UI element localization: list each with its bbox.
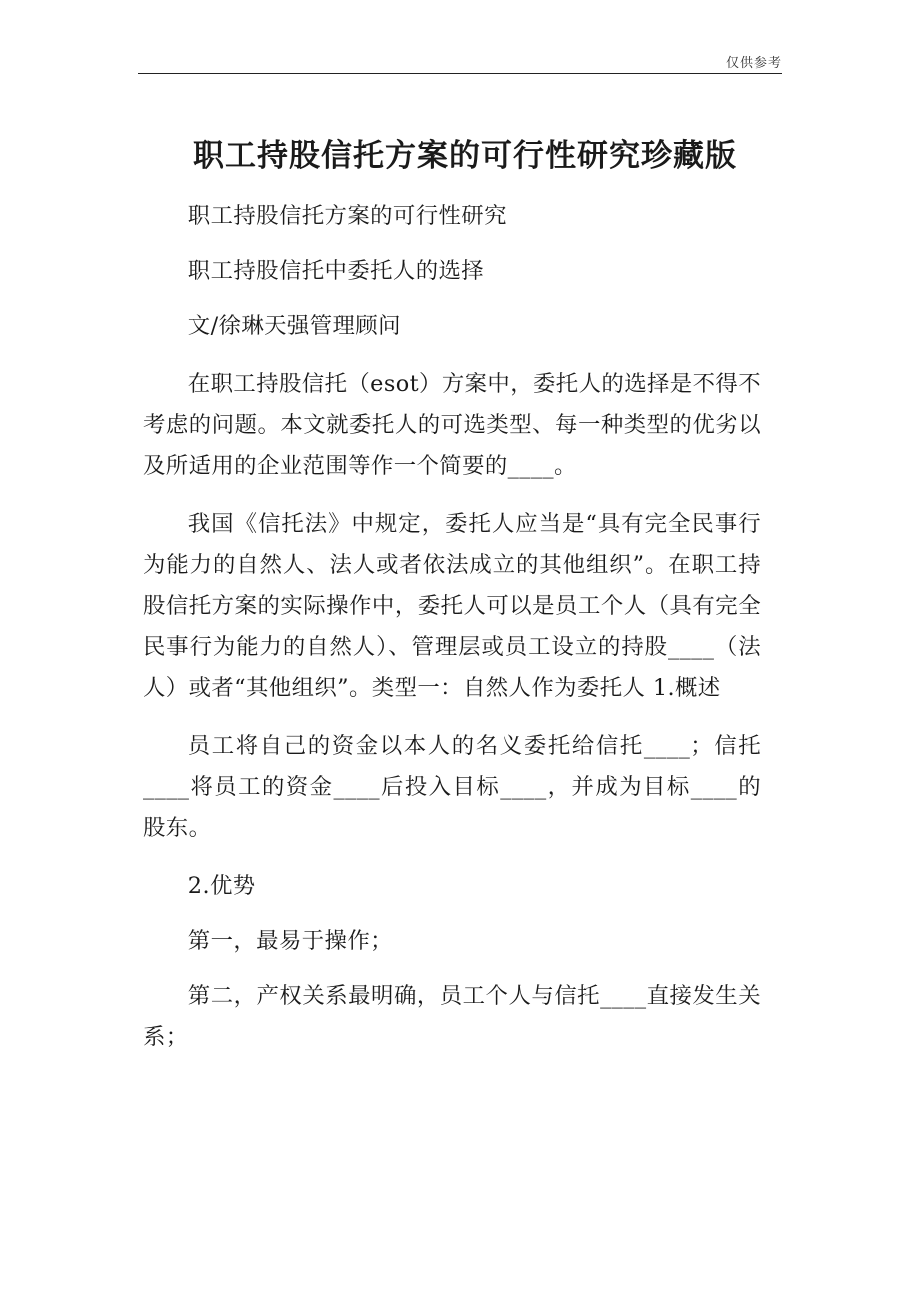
paragraph-trust-law: 我国《信托法》中规定，委托人应当是“具有完全民事行为能力的自然人、法人或者依法成立的其他组织”。在职工持股信托方案的实际操作中，委托人可以是员工个人（具有完全民事行为能力的自然人）、管理层或员工设立的持股____（法人）或者“其他组织”。类型一：自然人作为委托人 1.概述 — [143, 511, 761, 701]
document-body — [143, 196, 761, 1072]
paragraph-intro: 在职工持股信托（esot）方案中，委托人的选择是不得不考虑的问题。本文就委托人的可选类型、每一种类型的优劣以及所适用的企业范围等作一个简要的____。 — [143, 371, 761, 479]
paragraph-subtitle: 职工持股信托方案的可行性研究 — [187, 203, 507, 229]
paragraph-advantage-1: 第一，最易于操作； — [187, 928, 393, 954]
paragraph-advantages-heading: 2.优势 — [187, 873, 256, 899]
document-title: 职工持股信托方案的可行性研究珍藏版 — [193, 138, 737, 174]
header-note: 仅供参考 — [725, 56, 782, 71]
paragraph-section-heading: 职工持股信托中委托人的选择 — [187, 258, 485, 284]
header-rule — [138, 73, 782, 74]
paragraph-byline: 文/徐琳天强管理顾问 — [187, 313, 401, 339]
paragraph-advantage-2: 第二，产权关系最明确，员工个人与信托____直接发生关系； — [143, 983, 761, 1050]
paragraph-overview: 员工将自己的资金以本人的名义委托给信托____；信托____将员工的资金____后投入目标____，并成为目标____的股东。 — [143, 733, 761, 841]
